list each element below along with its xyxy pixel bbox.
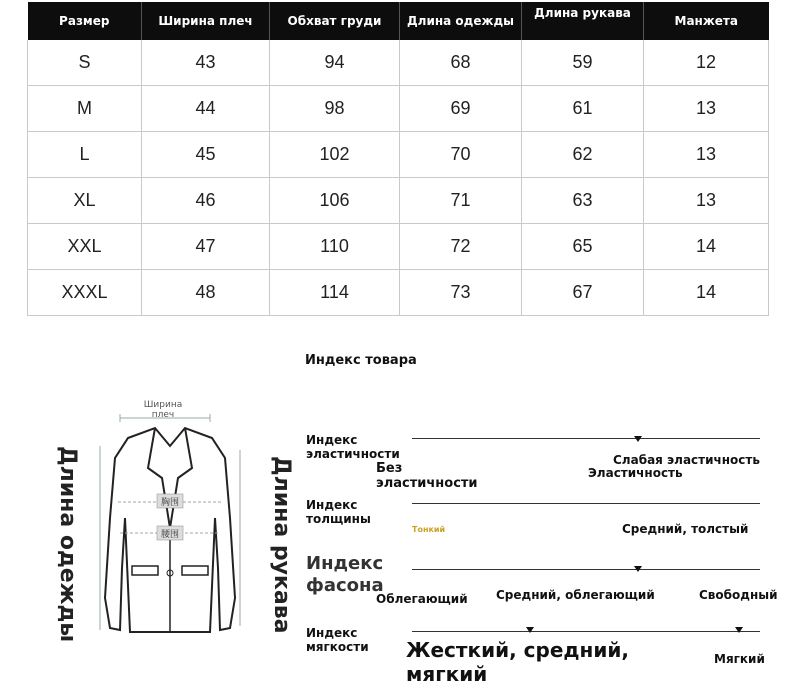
measure-cell: 13	[644, 178, 769, 224]
softness-scale	[412, 631, 760, 632]
measure-cell: 71	[400, 178, 522, 224]
table-row	[28, 40, 769, 86]
measure-cell: 94	[270, 40, 400, 86]
measure-cell: 106	[270, 178, 400, 224]
measure-cell: 14	[644, 270, 769, 316]
measure-cell: 44	[142, 86, 270, 132]
softness-label: Индекс мягкости	[306, 626, 369, 654]
table-row	[28, 224, 769, 270]
table-row	[28, 178, 769, 224]
measure-cell: 48	[142, 270, 270, 316]
fit-slim: Облегающий	[376, 592, 468, 606]
measure-cell: 14	[644, 224, 769, 270]
elasticity-elastic: Эластичность	[588, 466, 683, 480]
measure-cell: 114	[270, 270, 400, 316]
header-shoulder: Ширина плеч	[142, 2, 270, 40]
table-row	[28, 270, 769, 316]
softness-marker-1	[526, 627, 534, 633]
measure-cell: 110	[270, 224, 400, 270]
size-table	[27, 2, 769, 316]
chest-mark: 胸围	[160, 498, 180, 508]
thickness-medium: Средний, толстый	[622, 522, 749, 536]
thickness-scale	[412, 503, 760, 504]
size-cell: XXXL	[28, 270, 142, 316]
sleeve-length-label: Длина рукава	[269, 456, 294, 634]
fit-loose: Свободный	[699, 588, 778, 602]
elasticity-marker	[634, 436, 642, 442]
size-cell: XL	[28, 178, 142, 224]
waist-mark: 腰围	[160, 530, 180, 540]
fit-scale	[412, 569, 760, 570]
fit-label: Индекс фасона	[306, 553, 384, 596]
size-cell: S	[28, 40, 142, 86]
measure-cell: 13	[644, 132, 769, 178]
softness-hard: Жесткий, средний, мягкий	[406, 638, 629, 686]
garment-length-label: Длина одежды	[55, 446, 80, 643]
measure-cell: 45	[142, 132, 270, 178]
shoulder-width-label: Ширина плеч	[143, 400, 183, 420]
size-cell: M	[28, 86, 142, 132]
elasticity-weak: Слабая эластичность	[613, 453, 760, 467]
softness-soft: Мягкий	[714, 652, 765, 666]
measure-cell: 62	[522, 132, 644, 178]
measure-cell: 102	[270, 132, 400, 178]
header-cuff: Манжета	[644, 2, 769, 40]
measure-cell: 13	[644, 86, 769, 132]
fit-marker	[634, 566, 642, 572]
measure-cell: 61	[522, 86, 644, 132]
measure-cell: 59	[522, 40, 644, 86]
measure-cell: 72	[400, 224, 522, 270]
measure-cell: 43	[142, 40, 270, 86]
measure-cell: 65	[522, 224, 644, 270]
header-length: Длина одежды	[400, 2, 522, 40]
measure-cell: 98	[270, 86, 400, 132]
elasticity-none: Без эластичности	[376, 461, 478, 491]
table-header-row	[28, 2, 769, 40]
measure-cell: 73	[400, 270, 522, 316]
table-row	[28, 132, 769, 178]
measure-cell: 12	[644, 40, 769, 86]
measure-cell: 69	[400, 86, 522, 132]
fit-medium-slim: Средний, облегающий	[496, 588, 655, 602]
table-row	[28, 86, 769, 132]
measure-cell: 63	[522, 178, 644, 224]
measure-cell: 47	[142, 224, 270, 270]
thickness-thin: Тонкий	[412, 525, 446, 534]
measure-cell: 67	[522, 270, 644, 316]
thickness-label: Индекс толщины	[306, 498, 371, 526]
index-title: Индекс товара	[305, 353, 417, 368]
jacket-diagram	[80, 398, 260, 648]
size-cell: L	[28, 132, 142, 178]
header-sleeve: Длина рукава	[522, 2, 644, 40]
elasticity-label: Индекс эластичности	[306, 433, 400, 461]
header-chest: Обхват груди	[270, 2, 400, 40]
elasticity-scale	[412, 438, 760, 439]
header-size: Размер	[28, 2, 142, 40]
softness-marker-2	[735, 627, 743, 633]
measure-cell: 70	[400, 132, 522, 178]
size-cell: XXL	[28, 224, 142, 270]
measure-cell: 68	[400, 40, 522, 86]
measure-cell: 46	[142, 178, 270, 224]
